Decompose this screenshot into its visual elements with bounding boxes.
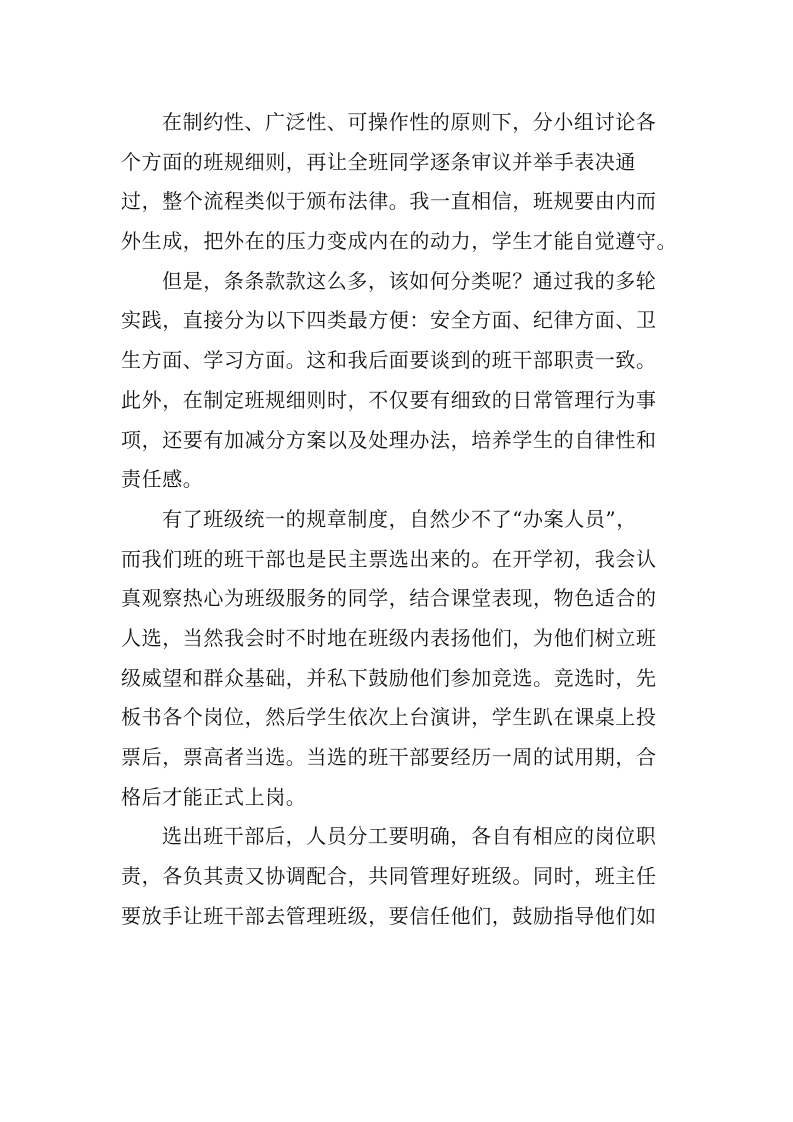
body-text: [121, 103, 691, 936]
paragraph-line: 人选，当然我会时不时地在班级内表扬他们，为他们树立班: [121, 625, 657, 650]
paragraph-line: 选出班干部后，人员分工要明确，各自有相应的岗位职: [162, 824, 657, 849]
paragraph-line: 项，还要有加减分方案以及处理办法，培养学生的自律性和: [121, 427, 657, 452]
paragraph-line: 但是，条条款款这么多，该如何分类呢？通过我的多轮: [162, 268, 657, 293]
paragraph-line: 过，整个流程类似于颁布法律。我一直相信，班规要由内而: [121, 189, 657, 214]
paragraph-line: 在制约性、广泛性、可操作性的原则下，分小组讨论各: [162, 110, 657, 134]
paragraph-line: 真观察热心为班级服务的同学，结合课堂表现，物色适合的: [121, 586, 657, 611]
paragraph-line: 格后才能正式上岗。: [121, 784, 307, 809]
paragraph-line: 此外，在制定班规细则时，不仅要有细致的日常管理行为事: [121, 387, 657, 412]
paragraph-line: 生方面、学习方面。这和我后面要谈到的班干部职责一致。: [121, 348, 657, 373]
paragraph-line: 票后，票高者当选。当选的班干部要经历一周的试用期，合: [121, 745, 657, 769]
paragraph-line: 个方面的班规细则，再让全班同学逐条审议并举手表决通: [121, 149, 636, 174]
paragraph-line: 要放手让班干部去管理班级，要信任他们，鼓励指导他们如: [121, 903, 657, 928]
paragraph-line: 板书各个岗位，然后学生依次上台演讲，学生趴在课桌上投: [121, 705, 657, 730]
paragraph-line: 而我们班的班干部也是民主票选出来的。在开学初，我会认: [121, 546, 657, 571]
paragraph-line: 实践，直接分为以下四类最方便：安全方面、纪律方面、卫: [121, 308, 657, 333]
paragraph-line: 级威望和群众基础，并私下鼓励他们参加竞选。竞选时，先: [121, 665, 657, 690]
paragraph-line: 外生成，把外在的压力变成内在的动力，学生才能自觉遵守。: [121, 229, 678, 254]
paragraph-line: 责，各负其责又协调配合，共同管理好班级。同时，班主任: [121, 864, 657, 889]
paragraph-line: 有了班级统一的规章制度，自然少不了“办案人员”，: [162, 506, 637, 531]
paragraph-line: 责任感。: [121, 467, 204, 492]
